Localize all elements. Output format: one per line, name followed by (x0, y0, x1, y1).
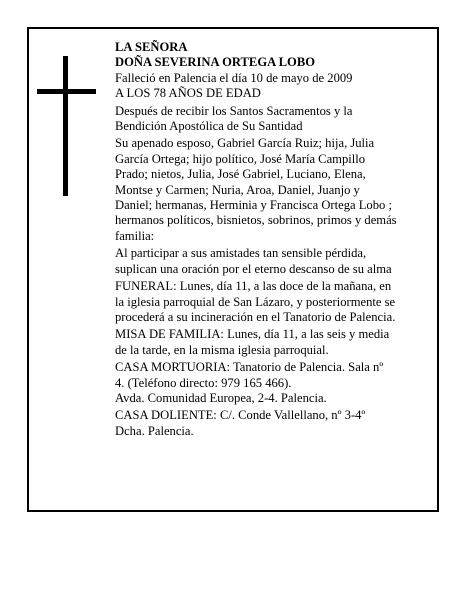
text-line: Después de recibir los Santos Sacramentos y la (115, 103, 353, 118)
text-line: CASA MORTUORIA: Tanatorio de Palencia. Sala nº (115, 360, 384, 375)
cross-vertical-bar (63, 56, 68, 196)
text-line: hermanos políticos, bisnietos, sobrinos, primos y demás (115, 213, 397, 228)
text-line: suplican una oración por el eterno descanso de su alma (115, 261, 392, 276)
obituary-text (115, 40, 427, 439)
text-line: procederá a su incineración en el Tanatorio de Palencia. (115, 309, 396, 324)
text-line: García Ortega; hijo político, José María Campillo (115, 151, 366, 166)
text-line: Al participar a sus amistades tan sensible pérdida, (115, 246, 367, 261)
text-line: Bendición Apostólica de Su Santidad (115, 119, 303, 134)
death-date-line: Falleció en Palencia el día 10 de mayo de 2009 (115, 70, 353, 85)
text-line: MISA DE FAMILIA: Lunes, día 11, a las seis y media (115, 327, 390, 342)
funeral-paragraph (115, 279, 427, 325)
text-line: Avda. Comunidad Europea, 2-4. Palencia. (115, 390, 327, 405)
family-mass-paragraph (115, 327, 427, 358)
text-line: Dcha. Palencia. (115, 423, 194, 438)
title-line: LA SEÑORA (115, 40, 188, 54)
text-line: de la tarde, en la misma iglesia parroquial. (115, 342, 329, 357)
funeral-home-paragraph (115, 360, 427, 406)
text-line: FUNERAL: Lunes, día 11, a las doce de la mañana, en (115, 279, 392, 294)
text-line: Prado; nietos, Julia, José Gabriel, Luciano, Elena, (115, 167, 366, 182)
text-line: Montse y Carmen; Nuria, Aroa, Daniel, Juanjo y (115, 182, 360, 197)
family-paragraph (115, 136, 427, 244)
text-line: Daniel; hermanas, Herminia y Francisca Ortega Lobo ; (115, 198, 392, 213)
cross-icon (37, 56, 96, 196)
age-line: A LOS 78 AÑOS DE EDAD (115, 86, 261, 101)
text-line: la iglesia parroquial de San Lázaro, y posteriormente se (115, 294, 396, 309)
text-line: familia: (115, 228, 155, 243)
cross-horizontal-bar (37, 89, 96, 94)
prayer-paragraph (115, 246, 427, 277)
text-line: 4. (Teléfono directo: 979 165 466). (115, 375, 292, 390)
mourning-house-paragraph (115, 408, 427, 439)
text-line: Su apenado esposo, Gabriel García Ruiz; hija, Julia (115, 136, 375, 151)
deceased-name: DOÑA SEVERINA ORTEGA LOBO (115, 55, 316, 70)
text-line: CASA DOLIENTE: C/. Conde Vallellano, nº 3-4º (115, 408, 366, 423)
sacraments-paragraph (115, 104, 427, 135)
